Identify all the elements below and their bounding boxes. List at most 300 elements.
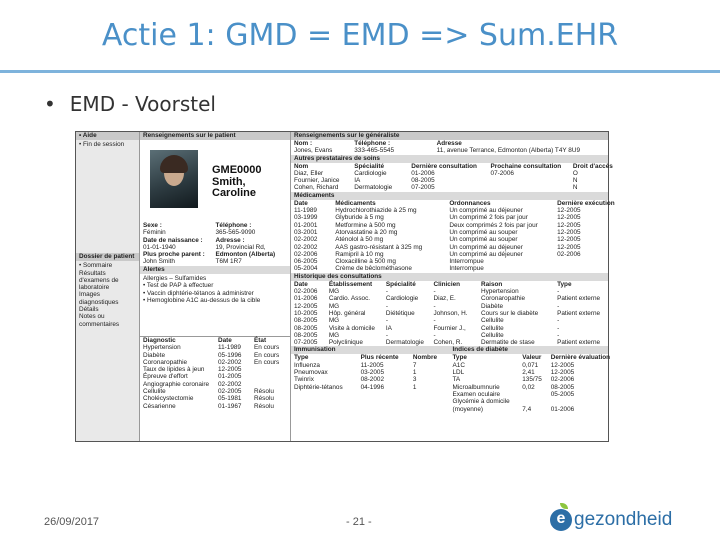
medicament-cell: 11-1989 xyxy=(294,207,317,215)
consultation-cell: - xyxy=(557,302,560,310)
consultation-cell: - xyxy=(433,302,436,310)
diagnostic-cell: Hypertension xyxy=(143,344,181,352)
diagnostic-cell: Diabète xyxy=(143,351,166,359)
diagnostic-cell: 11-1989 xyxy=(218,344,241,352)
immunisation-cell: 3 xyxy=(412,376,417,384)
prestataire-cell: Dermatologie xyxy=(354,184,393,192)
patient-detail-row xyxy=(143,258,288,265)
immunisation-col-header: Type xyxy=(294,354,309,362)
medicament-cell: Atorvastatine à 20 mg xyxy=(335,228,398,236)
consultation-cell: Patient externe xyxy=(557,295,601,303)
prestataire-cell: Fournier, Janice xyxy=(294,177,340,185)
diagnostic-cell: 02-2002 xyxy=(218,358,242,366)
consultation-cell: - xyxy=(385,317,389,325)
diagnostic-cell: En cours xyxy=(254,358,280,366)
consultation-cell: Fournier J., xyxy=(433,324,466,332)
medicament-col-header: Médicaments xyxy=(335,199,376,207)
immunisation-row xyxy=(291,362,450,369)
patient-detail: John Smith xyxy=(143,258,175,266)
diabete-row xyxy=(450,384,609,391)
diabete-cell: 0,071 xyxy=(522,361,539,369)
logo-letter: e xyxy=(556,510,566,527)
consultation-row xyxy=(291,339,608,346)
aide-list xyxy=(76,140,139,149)
alerte-item: • Hemoglobine A1C au-dessus de la cible xyxy=(143,296,261,304)
patient-id: GME0000 xyxy=(212,164,262,176)
generaliste-row xyxy=(291,147,608,154)
title-divider xyxy=(0,70,720,73)
consultation-cell: Cours sur le diabète xyxy=(481,309,539,317)
diagnostic-cell: 05-1996 xyxy=(218,351,242,359)
prestataire-cell: Cohen, Richard xyxy=(294,184,339,192)
medicament-cell: Un comprimé au déjeuner xyxy=(449,207,523,215)
immunisation-cell: 1 xyxy=(412,369,417,377)
immunisation-cell: Diphtérie-tétanos xyxy=(294,383,343,391)
diabete-cell: Microalbumnurie xyxy=(452,383,500,391)
consultation-cell: Polyclinique xyxy=(328,339,363,347)
generaliste-table xyxy=(291,140,608,155)
patient-first-name: Caroline xyxy=(212,187,257,199)
prestataires-header: Autres prestataires de soins xyxy=(291,155,608,163)
footer-page-number: - 21 - xyxy=(346,516,372,528)
diabete-cell: 08-2005 xyxy=(550,383,575,391)
immunisation-cell: Pneumovax xyxy=(294,369,328,377)
generaliste-cell: 333-465-5545 xyxy=(354,147,395,155)
immunisation-col-header: Plus récente xyxy=(360,354,399,362)
medicament-cell: Un comprimé au souper xyxy=(449,228,518,236)
dossier-item: diagnostiques xyxy=(79,298,119,306)
diabete-cell: 7,4 xyxy=(522,405,532,413)
diabete-cell: 12-2005 xyxy=(550,369,575,377)
diabete-cell: LDL xyxy=(452,369,465,377)
patient-photo xyxy=(150,150,198,208)
immunisation-table xyxy=(291,354,450,390)
patient-detail: Téléphone : xyxy=(215,222,252,229)
immunisation-row xyxy=(291,384,450,391)
medicament-cell: Interrompue xyxy=(449,258,484,266)
slide-title: Actie 1: GMD = EMD => Sum.EHR xyxy=(101,18,619,53)
patient-detail: Edmonton (Alberta) xyxy=(215,251,276,259)
immunisation-cell: Influenza xyxy=(294,361,320,369)
consultation-cell: - xyxy=(557,331,560,339)
immunisation-row xyxy=(291,369,450,376)
prestataire-cell: Diaz, Eller xyxy=(294,169,324,177)
medicament-cell: Un comprimé au déjeuner xyxy=(449,250,523,258)
ehr-sidebar xyxy=(76,132,140,441)
medicament-row xyxy=(291,258,608,265)
diabete-col-header: Type xyxy=(452,354,467,362)
consultation-row xyxy=(291,317,608,324)
patient-detail: Sexe : xyxy=(143,222,162,229)
diabete-header: Indices de diabète xyxy=(450,346,609,354)
diabete-cell xyxy=(519,398,548,405)
prestataire-row xyxy=(291,177,608,184)
medicament-cell: 02-2006 xyxy=(294,250,318,258)
diagnostic-cell: 02-2005 xyxy=(218,388,242,396)
diabete-cell: 01-2006 xyxy=(550,405,575,413)
medicament-cell: 01-2001 xyxy=(294,221,318,229)
diabete-cell: TA xyxy=(452,376,461,384)
logo-text: gezondheid xyxy=(574,509,673,530)
medicament-col-header: Ordonnances xyxy=(449,199,491,207)
prestataire-col-header: Droit d'accès xyxy=(572,162,613,170)
bullet-dot: • xyxy=(44,92,56,116)
bottom-panels xyxy=(291,346,611,413)
patient-detail: Date de naissance : xyxy=(143,236,203,244)
medicament-cell: Aténolol à 50 mg xyxy=(335,236,384,244)
consultation-cell: MG xyxy=(328,302,340,310)
immunisation-cell: Twinrix xyxy=(294,376,314,384)
diagnostic-row xyxy=(140,352,290,359)
consultation-row xyxy=(291,310,608,317)
prestataire-row xyxy=(291,170,608,177)
medicament-col-header: Dernière exécution xyxy=(557,199,615,207)
diabete-col-header: Dernière évaluation xyxy=(550,354,611,362)
medicament-cell: 12-2005 xyxy=(557,214,581,222)
diabete-cell: (moyenne) xyxy=(452,405,484,413)
diagnostic-cell: Taux de lipides à jeun xyxy=(143,366,205,374)
diabete-row xyxy=(450,376,609,383)
consultation-cell: 08-2005 xyxy=(294,317,318,325)
medicament-row xyxy=(291,207,608,214)
diagnostic-cell: 01-1967 xyxy=(218,402,242,410)
medicament-row xyxy=(291,214,608,221)
medicaments-table xyxy=(291,199,615,273)
consultation-cell: 10-2005 xyxy=(294,309,318,317)
diagnostic-row xyxy=(140,359,290,366)
consultation-row xyxy=(291,295,608,302)
patient-column xyxy=(140,132,291,441)
medicament-cell xyxy=(554,258,608,265)
prestataire-cell: 07-2005 xyxy=(411,184,435,192)
medicament-cell: Ramipril à 10 mg xyxy=(335,250,384,258)
prestataire-cell xyxy=(488,184,570,191)
consultation-cell: Cellulite xyxy=(481,331,504,339)
diagnostic-col-header: État xyxy=(254,337,267,344)
medicaments-header: Médicaments xyxy=(291,192,608,200)
prestataire-col-header: Spécialité xyxy=(354,162,385,170)
patient-header: Renseignements sur le patient xyxy=(140,132,290,140)
diagnostic-row xyxy=(140,344,290,351)
patient-detail: 01-01-1940 xyxy=(143,243,176,251)
consultation-cell: - xyxy=(557,288,560,296)
immunisation-cell: 03-2005 xyxy=(360,369,385,377)
diagnostic-row xyxy=(140,395,290,402)
consultations-header: Historique des consultations xyxy=(291,273,608,281)
medicament-cell: 02-2002 xyxy=(294,243,318,251)
immunisation-cell: 7 xyxy=(412,361,417,369)
consultations-table xyxy=(291,281,608,347)
prestataire-col-header: Dernière consultation xyxy=(411,162,477,170)
medicament-cell: 02-2006 xyxy=(557,250,581,258)
generaliste-col-header: Adresse xyxy=(436,140,462,147)
medicament-cell: Deux comprimés 2 fois par jour xyxy=(449,221,538,229)
medicament-cell: Un comprimé au souper xyxy=(449,236,518,244)
patient-detail: Féminin xyxy=(143,229,166,237)
diabete-row xyxy=(450,391,609,398)
consultation-row xyxy=(291,332,608,339)
diagnostic-cell xyxy=(251,366,290,373)
dossier-item: laboratoire xyxy=(79,284,110,292)
patient-detail: Plus proche parent : xyxy=(143,251,205,259)
dossier-item: Résultats xyxy=(79,269,106,277)
immunisation-cell: 04-1996 xyxy=(360,383,385,391)
diabete-cell: 2,41 xyxy=(522,369,535,377)
alerte-item: Allergies – Sulfamides xyxy=(143,275,207,282)
immunisation-cell: 08-2002 xyxy=(360,376,385,384)
diagnostic-cell: 01-2005 xyxy=(218,373,242,381)
patient-detail-row xyxy=(143,237,288,244)
generaliste-col-header: Nom : xyxy=(294,140,313,147)
prestataire-cell: 08-2005 xyxy=(411,177,435,185)
generaliste-header-row xyxy=(291,140,608,147)
aide-item: • Fin de session xyxy=(79,141,125,148)
diabete-header-row xyxy=(450,354,609,361)
prestataire-row xyxy=(291,184,608,191)
medicament-cell: 12-2005 xyxy=(557,228,581,236)
medicament-col-header: Date xyxy=(294,199,308,207)
consultation-cell: Cellulite xyxy=(481,324,504,332)
dossier-item: • Sommaire xyxy=(79,262,113,270)
medicament-cell: Glyburide à 5 mg xyxy=(335,214,384,222)
patient-detail-row xyxy=(143,244,288,251)
diagnostic-row xyxy=(140,388,290,395)
medicament-cell: 12-2005 xyxy=(557,243,581,251)
bullet-item xyxy=(44,92,216,116)
medicament-cell: 03-1999 xyxy=(294,214,318,222)
medicament-row xyxy=(291,222,608,229)
diagnostic-cell: En cours xyxy=(254,351,280,359)
prestataire-cell: N xyxy=(572,177,578,185)
diagnostic-cell: Césarienne xyxy=(143,402,176,410)
medicament-cell: 12-2005 xyxy=(557,207,581,215)
diabete-table xyxy=(450,354,609,412)
patient-last-name: Smith, xyxy=(212,175,246,188)
medicament-cell: Interrompue xyxy=(449,265,484,273)
egezondheid-logo xyxy=(550,506,672,534)
medicament-cell: 06-2005 xyxy=(294,258,318,266)
footer-date: 26/09/2017 xyxy=(44,516,100,528)
medicament-cell: 02-2002 xyxy=(294,236,318,244)
patient-identity xyxy=(212,165,262,200)
diabete-cell: Glycémie à domicile xyxy=(452,398,510,406)
diabete-panel xyxy=(450,346,609,412)
alerte-item: • Test de PAP à effectuer xyxy=(143,282,214,290)
consultation-cell: Cellulite xyxy=(481,317,504,325)
diagnostic-row xyxy=(140,381,290,388)
patient-detail-row xyxy=(143,251,288,258)
consultation-col-header: Raison xyxy=(481,280,503,288)
medicament-cell: 12-2005 xyxy=(557,221,581,229)
diagnostic-col-header: Diagnostic xyxy=(143,337,176,344)
diagnostic-cell: Coronaropathie xyxy=(143,358,188,366)
diagnostic-cell: Résolu xyxy=(254,402,274,410)
diagnostic-cell: En cours xyxy=(254,344,280,352)
immunisation-cell: 1 xyxy=(412,383,417,391)
consultation-cell: Diététique xyxy=(385,309,415,317)
diabete-cell: 135/75 xyxy=(522,376,542,384)
medicament-row xyxy=(291,236,608,243)
medicament-cell: Metformine à 500 mg xyxy=(335,221,396,229)
consultation-row xyxy=(291,325,608,332)
diagnostic-cell: 05-1981 xyxy=(218,395,242,403)
medicament-cell: Un comprimé au déjeuner xyxy=(449,243,523,251)
clinical-column xyxy=(291,132,615,441)
consultation-cell: - xyxy=(557,317,560,325)
consultation-cell: 07-2005 xyxy=(294,339,318,347)
diabete-cell: 05-2005 xyxy=(550,390,575,398)
consultation-cell: Hôp. général xyxy=(328,309,366,317)
ehr-screenshot xyxy=(75,131,615,442)
diagnostic-cell xyxy=(251,381,290,388)
prestataire-cell: IA xyxy=(354,177,361,185)
consultation-header-row xyxy=(291,281,608,288)
consultation-col-header: Type xyxy=(557,280,572,288)
patient-detail: T6M 1R7 xyxy=(215,258,242,266)
dossier-header: Dossier de patient xyxy=(76,253,139,261)
consultation-cell: Coronaropathie xyxy=(481,295,526,303)
patient-detail-row xyxy=(143,229,288,236)
consultation-col-header: Date xyxy=(294,280,308,288)
logo-e-icon xyxy=(550,509,572,531)
dossier-item: Images xyxy=(79,291,100,299)
medicament-cell: Crème de bêclométhasone xyxy=(335,265,412,273)
consultation-cell: Diaz, E. xyxy=(433,295,456,303)
consultation-col-header: Spécialité xyxy=(385,280,416,288)
consultation-cell: - xyxy=(433,331,436,339)
consultation-row xyxy=(291,303,608,310)
diagnostic-row xyxy=(140,373,290,380)
consultation-cell: MG xyxy=(328,317,340,325)
diabete-row xyxy=(450,362,609,369)
consultation-cell: Dermatite de stase xyxy=(481,339,535,347)
medicament-cell: AAS gastro-résistant à 325 mg xyxy=(335,243,423,251)
aide-header: • Aide xyxy=(76,132,139,140)
consultation-cell: Hypertension xyxy=(481,288,519,296)
consultation-cell: - xyxy=(385,288,389,296)
consultation-cell: 02-2006 xyxy=(294,288,318,296)
diagnostic-cell: Épreuve d'effort xyxy=(143,373,188,381)
consultation-cell: MG xyxy=(328,331,340,339)
dossier-item: commentaires xyxy=(79,320,120,328)
medicament-row xyxy=(291,251,608,258)
medicament-cell: Cloxacilline à 500 mg xyxy=(335,258,396,266)
diagnostic-cell: 12-2005 xyxy=(218,366,242,374)
medicament-row xyxy=(291,265,608,272)
diagnostic-cell: Résolu xyxy=(254,388,274,396)
consultation-cell: Visite à domicile xyxy=(328,324,375,332)
immunisation-col-header: Nombre xyxy=(412,354,438,362)
diabete-col-header: Valeur xyxy=(522,354,542,362)
consultation-cell: - xyxy=(385,331,389,339)
consultation-cell: Cardiologie xyxy=(385,295,419,303)
diabete-cell xyxy=(548,398,608,405)
generaliste-cell: Jones, Evans xyxy=(294,147,333,155)
diagnostic-cell: 02-2002 xyxy=(218,380,242,388)
consultation-cell: 01-2006 xyxy=(294,295,318,303)
consultation-cell: Patient externe xyxy=(557,339,601,347)
prestataire-cell: Cardiologie xyxy=(354,169,387,177)
prestataire-header-row xyxy=(291,163,608,170)
medicament-cell: 12-2005 xyxy=(557,236,581,244)
generaliste-col-header: Téléphone : xyxy=(354,140,391,147)
consultation-cell: Diabète xyxy=(481,302,504,310)
medicament-cell: 03-2001 xyxy=(294,228,318,236)
diagnostic-col-header: Date xyxy=(218,337,232,344)
diagnostic-header-row xyxy=(140,337,290,344)
consultation-cell: - xyxy=(433,288,436,296)
diabete-cell xyxy=(519,391,548,398)
bullet-text: EMD - Voorstel xyxy=(69,92,216,116)
prestataire-col-header: Prochaine consultation xyxy=(490,162,562,170)
consultation-cell: - xyxy=(557,324,560,332)
diagnostic-cell: Angiographie coronaire xyxy=(143,380,210,388)
consultation-cell: IA xyxy=(385,324,392,332)
immunisation-cell: 11-2005 xyxy=(360,361,384,369)
dossier-item: Détails xyxy=(79,306,99,314)
consultation-cell: Johnson, H. xyxy=(433,309,468,317)
patient-detail: Adresse : xyxy=(215,236,245,244)
dossier-list xyxy=(76,261,139,329)
diagnostic-table xyxy=(140,337,290,410)
medicament-header-row xyxy=(291,200,608,207)
diagnostic-cell: Cholécystectomie xyxy=(143,395,194,403)
consultation-col-header: Établissement xyxy=(328,280,373,288)
alertes-list xyxy=(140,274,290,336)
diagnostic-row xyxy=(140,403,290,410)
generaliste-header: Renseignements sur le généraliste xyxy=(291,132,608,140)
patient-detail: 365-565-9090 xyxy=(215,229,256,237)
consultation-cell: Cohen, R. xyxy=(433,339,463,347)
diabete-row xyxy=(450,406,609,413)
consultation-cell: Dermatologie xyxy=(385,339,424,347)
patient-detail: 19, Provincial Rd, xyxy=(215,243,266,251)
prestataires-table xyxy=(291,162,613,192)
prestataire-cell: N xyxy=(572,184,578,192)
diabete-cell: 0,02 xyxy=(522,383,535,391)
consultation-cell: - xyxy=(385,302,389,310)
consultation-cell: Patient externe xyxy=(557,309,601,317)
medicament-cell: Un comprimé 2 fois par jour xyxy=(449,214,528,222)
diabete-cell: Examen oculaire xyxy=(452,390,501,398)
dossier-item: Notes ou xyxy=(79,313,105,321)
consultation-cell: MG xyxy=(328,288,340,296)
consultation-cell: 12-2005 xyxy=(294,302,318,310)
diabete-cell: 12-2005 xyxy=(550,361,575,369)
medicament-cell: Hydrochlorothiazide à 25 mg xyxy=(335,207,417,215)
diabete-row xyxy=(450,369,609,376)
consultation-cell: Cardio. Assoc. xyxy=(328,295,371,303)
consultation-row xyxy=(291,288,608,295)
consultation-col-header: Clinicien xyxy=(433,280,461,288)
prestataire-cell xyxy=(488,177,570,184)
medicament-row xyxy=(291,229,608,236)
consultation-cell: 08-2005 xyxy=(294,324,318,332)
dossier-item: d'examens de xyxy=(79,276,119,284)
medicament-cell xyxy=(554,265,608,272)
diabete-cell: A1C xyxy=(452,361,465,369)
patient-details xyxy=(143,222,288,266)
prestataire-cell: O xyxy=(572,169,578,177)
consultation-cell: - xyxy=(433,317,436,325)
generaliste-cell: 11, avenue Terrance, Edmonton (Alberta) T4Y 8U9 xyxy=(436,147,581,155)
diabete-row xyxy=(450,398,609,405)
diagnostic-cell xyxy=(251,373,290,380)
diagnostic-cell: Résolu xyxy=(254,395,274,403)
prestataire-cell: 07-2006 xyxy=(490,169,514,177)
diabete-cell: 02-2006 xyxy=(550,376,575,384)
patient-card xyxy=(140,140,290,266)
